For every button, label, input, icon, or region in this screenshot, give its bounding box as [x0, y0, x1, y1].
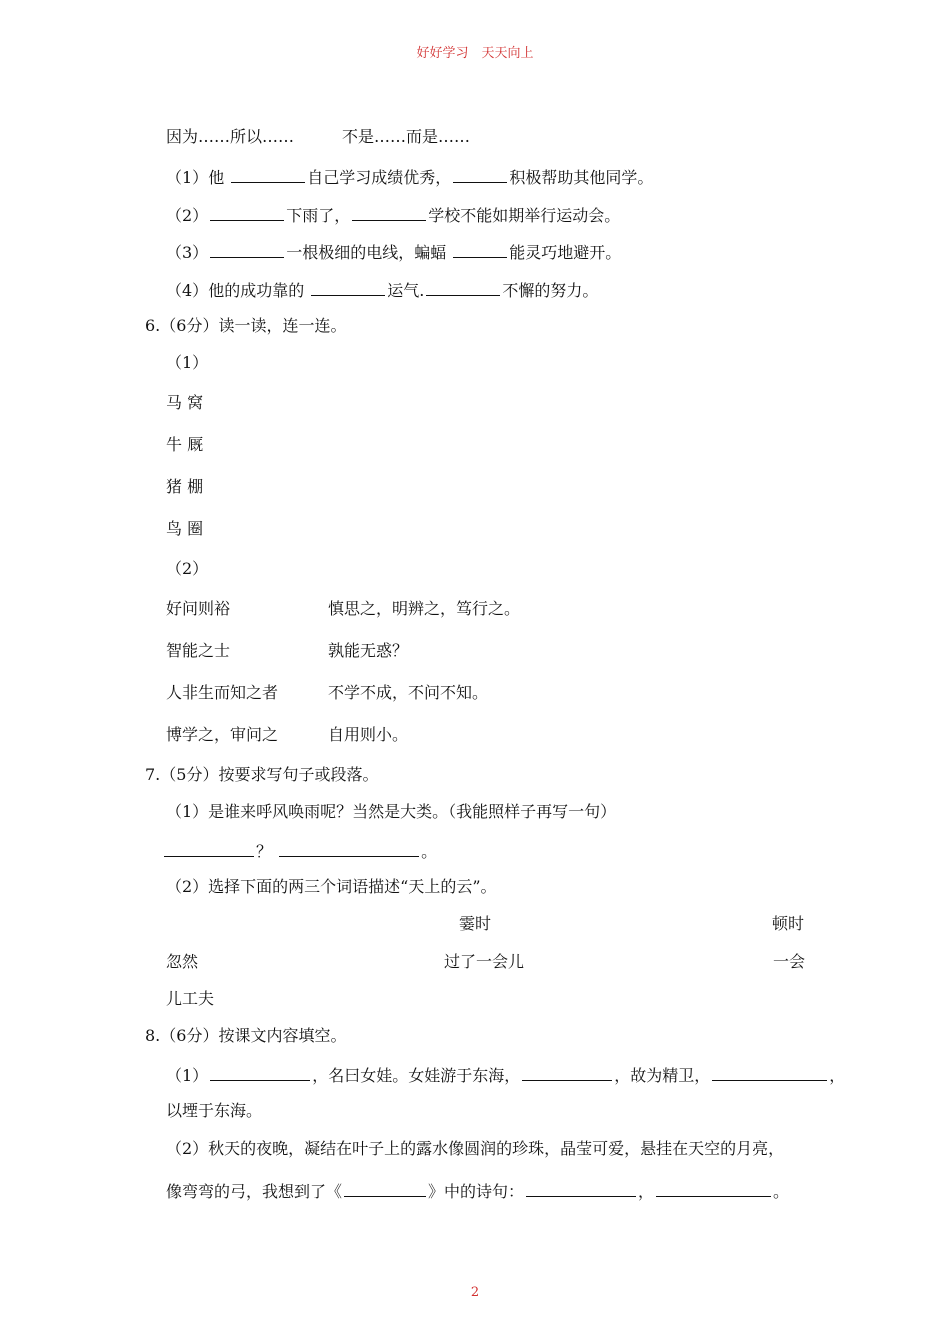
answer-blank[interactable] — [279, 840, 419, 857]
answer-blank[interactable] — [712, 1064, 827, 1081]
q5-options: 因为……所以…… 不是……而是…… — [166, 127, 471, 146]
q5-item-1 — [166, 166, 653, 188]
item-text: 》中的诗句： — [428, 1182, 525, 1201]
q8-sub2-line2 — [166, 1180, 789, 1202]
item-text: ，名曰女娃。女娃游于东海， — [312, 1066, 521, 1085]
item-text: 学校不能如期举行运动会。 — [428, 206, 621, 225]
answer-blank[interactable] — [231, 166, 305, 183]
answer-blank[interactable] — [311, 279, 385, 296]
word-option: 一会 — [773, 952, 806, 971]
q6-stem: 6.（6分）读一读，连一连。 — [145, 316, 347, 335]
q6-part2-label: （2） — [166, 559, 209, 578]
punct: 。 — [421, 842, 438, 861]
q7-sub1: （1）是谁来呼风唤雨呢？当然是大类。（我能照样子再写一句） — [166, 802, 617, 821]
q6-left-item: 好问则裕 — [166, 599, 231, 618]
q7-sub1-answer — [164, 840, 437, 862]
item-text: 下雨了， — [286, 206, 351, 225]
q6-left-item: 人非生而知之者 — [166, 683, 279, 702]
q5-item-3 — [166, 241, 621, 263]
item-text: ， — [829, 1066, 846, 1085]
answer-blank[interactable] — [164, 840, 254, 857]
word-option: 顿时 — [772, 914, 805, 933]
item-text: 像弯弯的弓，我想到了《 — [166, 1182, 343, 1201]
q6-right-item: 慎思之，明辨之，笃行之。 — [328, 599, 521, 618]
q7-stem: 7.（5分）按要求写句子或段落。 — [145, 765, 379, 784]
q8-sub2-line1: （2）秋天的夜晚，凝结在叶子上的露水像圆润的珍珠，晶莹可爱，悬挂在天空的月亮， — [166, 1139, 785, 1158]
q5-item-2 — [166, 204, 620, 226]
answer-blank[interactable] — [210, 1064, 310, 1081]
answer-blank[interactable] — [526, 1180, 636, 1197]
item-text: 他 — [208, 168, 225, 187]
item-text: 他的成功靠的 — [208, 281, 305, 300]
q6-right-item: 自用则小。 — [328, 725, 409, 744]
q6-part1-pair: 猪 棚 — [166, 477, 204, 496]
answer-blank[interactable] — [210, 241, 284, 258]
item-text: 自己学习成绩优秀， — [307, 168, 452, 187]
item-text: ，故为精卫， — [614, 1066, 711, 1085]
q6-part1-pair: 牛 厩 — [166, 435, 204, 454]
punct: ？ — [256, 842, 273, 861]
item-number: （2） — [166, 206, 209, 225]
q6-right-item: 不学不成，不问不知。 — [328, 683, 489, 702]
word-option: 霎时 — [459, 914, 492, 933]
answer-blank[interactable] — [453, 241, 507, 258]
q8-sub1 — [166, 1064, 845, 1086]
q6-part1-label: （1） — [166, 353, 209, 372]
answer-blank[interactable] — [656, 1180, 771, 1197]
item-number: （4） — [166, 281, 209, 300]
answer-blank[interactable] — [522, 1064, 612, 1081]
answer-blank[interactable] — [210, 204, 284, 221]
q6-left-item: 博学之，审问之 — [166, 725, 279, 744]
page-header: 好好学习 天天向上 — [416, 46, 534, 61]
q8-sub1-end: 以堙于东海。 — [166, 1101, 263, 1120]
item-text: ， — [638, 1182, 655, 1201]
q6-part1-pair: 马 窝 — [166, 393, 204, 412]
page-number: 2 — [470, 1285, 480, 1300]
item-text: 能灵巧地避开。 — [509, 243, 622, 262]
q6-left-item: 智能之士 — [166, 641, 231, 660]
answer-blank[interactable] — [352, 204, 426, 221]
q8-stem: 8.（6分）按课文内容填空。 — [145, 1026, 347, 1045]
q6-right-item: 孰能无惑？ — [328, 641, 409, 660]
item-text: 一根极细的电线，蝙蝠 — [286, 243, 447, 262]
q7-sub2: （2）选择下面的两三个词语描述“天上的云”。 — [166, 877, 497, 896]
item-text: 积极帮助其他同学。 — [509, 168, 654, 187]
answer-blank[interactable] — [453, 166, 507, 183]
item-number: （3） — [166, 243, 209, 262]
answer-blank[interactable] — [426, 279, 500, 296]
q5-item-4 — [166, 279, 598, 301]
word-option: 过了一会儿 — [444, 952, 525, 971]
word-option: 儿工夫 — [166, 989, 215, 1008]
word-option: 忽然 — [166, 952, 199, 971]
item-text: 不懈的努力。 — [502, 281, 599, 300]
item-text: 。 — [773, 1182, 790, 1201]
item-text: 运气. — [387, 281, 425, 300]
q6-part1-pair: 鸟 圈 — [166, 519, 204, 538]
item-number: （1） — [166, 1066, 209, 1085]
answer-blank[interactable] — [344, 1180, 426, 1197]
item-number: （1） — [166, 168, 209, 187]
